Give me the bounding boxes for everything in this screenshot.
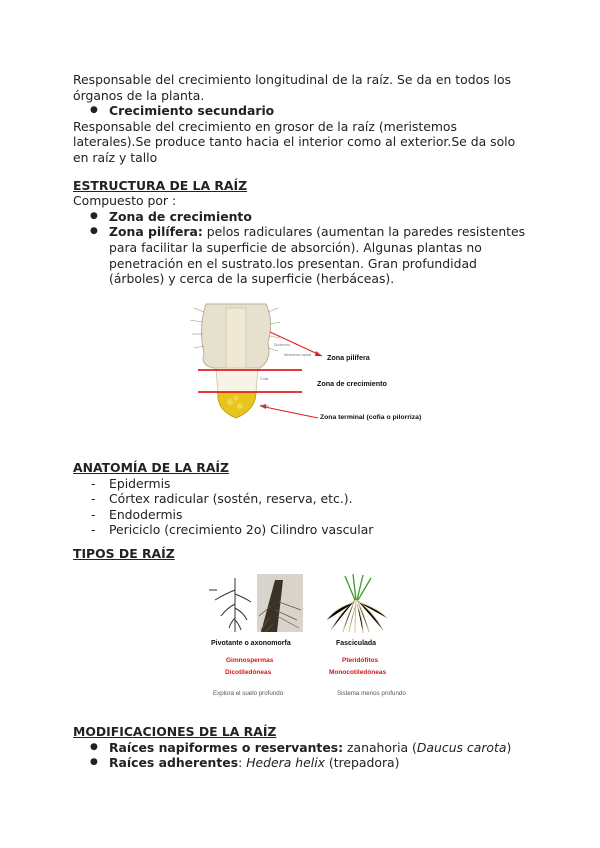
species-name: Daucus carota [416,739,507,755]
root-structure-illustration [180,298,420,433]
group-monocotiledoneas: Monocotiledóneas [329,669,387,676]
modificacion-title: Raíces napiformes o reservantes: [109,739,344,755]
secondary-growth-title: Crecimiento secundario [109,103,275,119]
root-types-illustration [205,572,405,700]
estructura-item-title: Zona pilífera: [109,224,203,240]
document-body [73,72,533,287]
intro-paragraph: Responsable del crecimiento longitudinal de la raíz. Se da en todos los órganos de la planta. [73,72,512,103]
heading-modificaciones: MODIFICACIONES DE LA RAÍZ [73,724,277,739]
caption-pivotante: Explora el suelo profundo [213,690,284,697]
secondary-growth-item [73,103,533,119]
modificaciones-section [73,724,533,771]
heading-estructura: ESTRUCTURA DE LA RAÍZ [73,177,248,193]
heading-anatomia: ANATOMÍA DE LA RAÍZ [73,460,230,475]
root-structure-figure [180,298,420,433]
estructura-lead: Compuesto por : [73,193,177,209]
tiny-label: Epidermis [274,343,290,347]
anatomia-item: - Periciclo (crecimiento 2o) Cilindro vascular [73,522,533,538]
modificacion-text: zanahoria ( [343,739,417,755]
modificacion-item [73,755,533,771]
label-zona-crecimiento: Zona de crecimiento [317,379,387,388]
estructura-item-crecimiento [73,209,533,225]
label-zona-pilifera: Zona pilífera [327,353,370,362]
group-dicotiledoneas: Dicotiledóneas [225,669,272,676]
group-gimnospermas: Gimnospermas [226,657,274,664]
anatomia-section [73,460,533,562]
group-pteridofitos: Pteridófitos [342,657,379,664]
modificacion-title: Raíces adherentes [109,755,239,771]
modificacion-end: (trepadora) [324,755,400,771]
label-pivotante: Pivotante o axonomorfa [211,640,291,647]
estructura-item-title: Zona de crecimiento [109,208,252,224]
tiny-label: Pelos [260,404,269,408]
label-fasciculada: Fasciculada [336,640,377,647]
anatomia-item: - Epidermis [73,476,533,492]
anatomia-item: - Córtex radicular (sostén, reserva, etc.). [73,491,533,507]
root-types-figure [205,572,405,700]
tiny-label: Meristemo apical [284,353,312,357]
caption-fasciculada: Sistema menos profundo [337,690,406,697]
modificacion-item [73,740,533,756]
modificacion-end: ) [506,739,512,755]
label-zona-terminal: Zona terminal (cofia o pilorriza) [320,414,422,421]
secondary-growth-text: Responsable del crecimiento en grosor de la raíz (meristemos laterales).Se produce tanto hacia el interior como al exterior.Se da solo en raíz y tallo [73,118,516,165]
tiny-label: Cofia [260,377,269,381]
species-name: Hedera helix [246,755,325,771]
estructura-item-text: pelos radiculares (aumentan la paredes resistentes para facilitar la superficie de absorción). Algunas plantas no penetración en el sustrato.los presentan. Gran profundidad (árboles) y cerca de la superficie (herbáceas). [109,224,526,287]
modificacion-text: : [238,755,247,771]
heading-tipos: TIPOS DE RAÍZ [73,545,175,561]
estructura-item-pilifera [73,224,533,286]
anatomia-item: - Endodermis [73,507,533,523]
